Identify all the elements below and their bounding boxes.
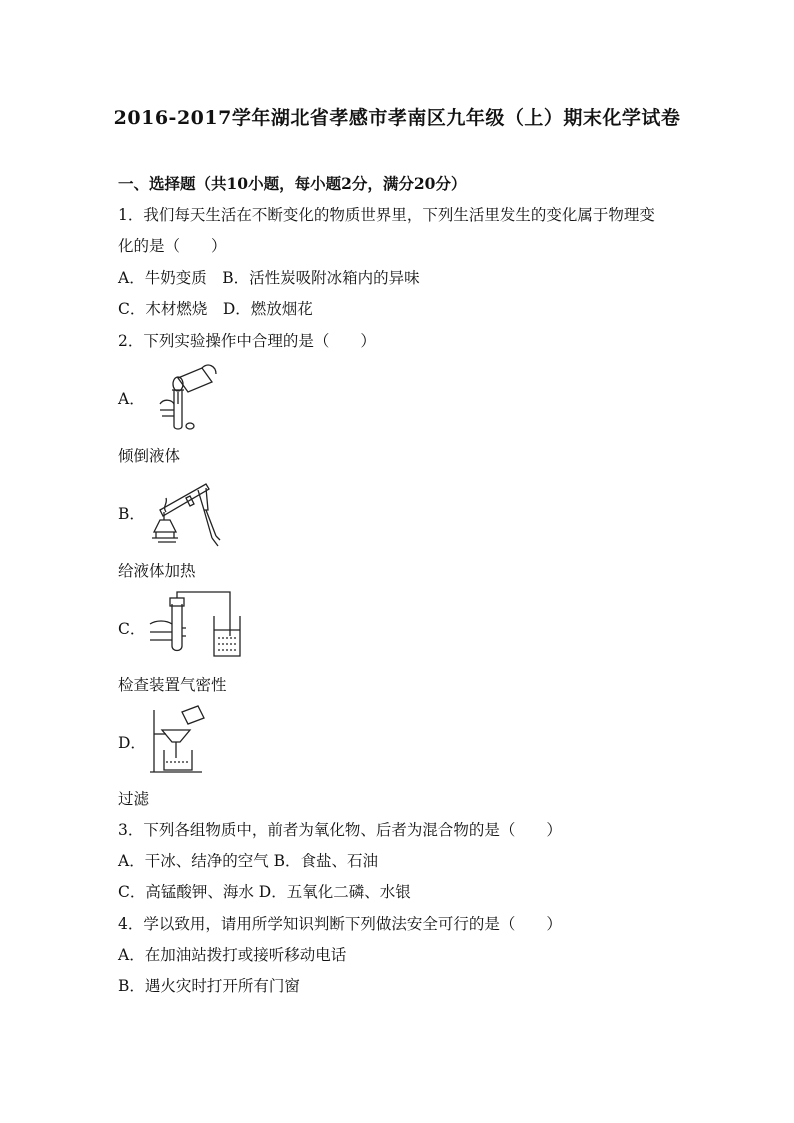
q3-stem: 3．下列各组物质中，前者为氧化物、后者为混合物的是（ ） bbox=[118, 821, 562, 839]
q2-option-c-caption: 检查装置气密性 bbox=[118, 676, 227, 694]
q1-stem-line2: 化的是（ ） bbox=[118, 237, 227, 255]
q2-option-a-label: A． bbox=[118, 390, 145, 408]
airtightness-check-figure bbox=[146, 590, 246, 662]
q2-option-b-caption: 给液体加热 bbox=[118, 562, 196, 580]
q4-stem: 4．学以致用，请用所学知识判断下列做法安全可行的是（ ） bbox=[118, 915, 562, 933]
q1-options-line1: A．牛奶变质 B．活性炭吸附冰箱内的异味 bbox=[118, 269, 420, 287]
q3-options-line2: C．高锰酸钾、海水 D．五氧化二磷、水银 bbox=[118, 883, 411, 901]
section-heading: 一、选择题（共10小题，每小题2分，满分20分） bbox=[118, 174, 467, 193]
q4-option-b: B．遇火灾时打开所有门窗 bbox=[118, 977, 300, 995]
q4-option-a: A．在加油站拨打或接听移动电话 bbox=[118, 946, 347, 964]
q2-option-a-caption: 倾倒液体 bbox=[118, 447, 181, 465]
q2-option-d-caption: 过滤 bbox=[118, 790, 150, 808]
filtration-figure bbox=[146, 704, 208, 776]
q1-options-line2: C．木材燃烧 D．燃放烟花 bbox=[118, 300, 313, 318]
q2-option-b-label: B． bbox=[118, 505, 145, 523]
page-title: 2016-2017学年湖北省孝感市孝南区九年级（上）期末化学试卷 bbox=[113, 107, 681, 129]
q2-option-d-label: D． bbox=[118, 734, 146, 752]
heating-liquid-figure bbox=[146, 476, 226, 550]
q3-options-line1: A．干冰、结净的空气 B．食盐、石油 bbox=[118, 852, 379, 870]
q2-option-c-label: C． bbox=[118, 620, 146, 638]
pouring-liquid-figure bbox=[150, 360, 222, 432]
q1-stem-line1: 1．我们每天生活在不断变化的物质世界里，下列生活里发生的变化属于物理变 bbox=[118, 206, 655, 224]
q2-stem: 2．下列实验操作中合理的是（ ） bbox=[118, 332, 376, 350]
